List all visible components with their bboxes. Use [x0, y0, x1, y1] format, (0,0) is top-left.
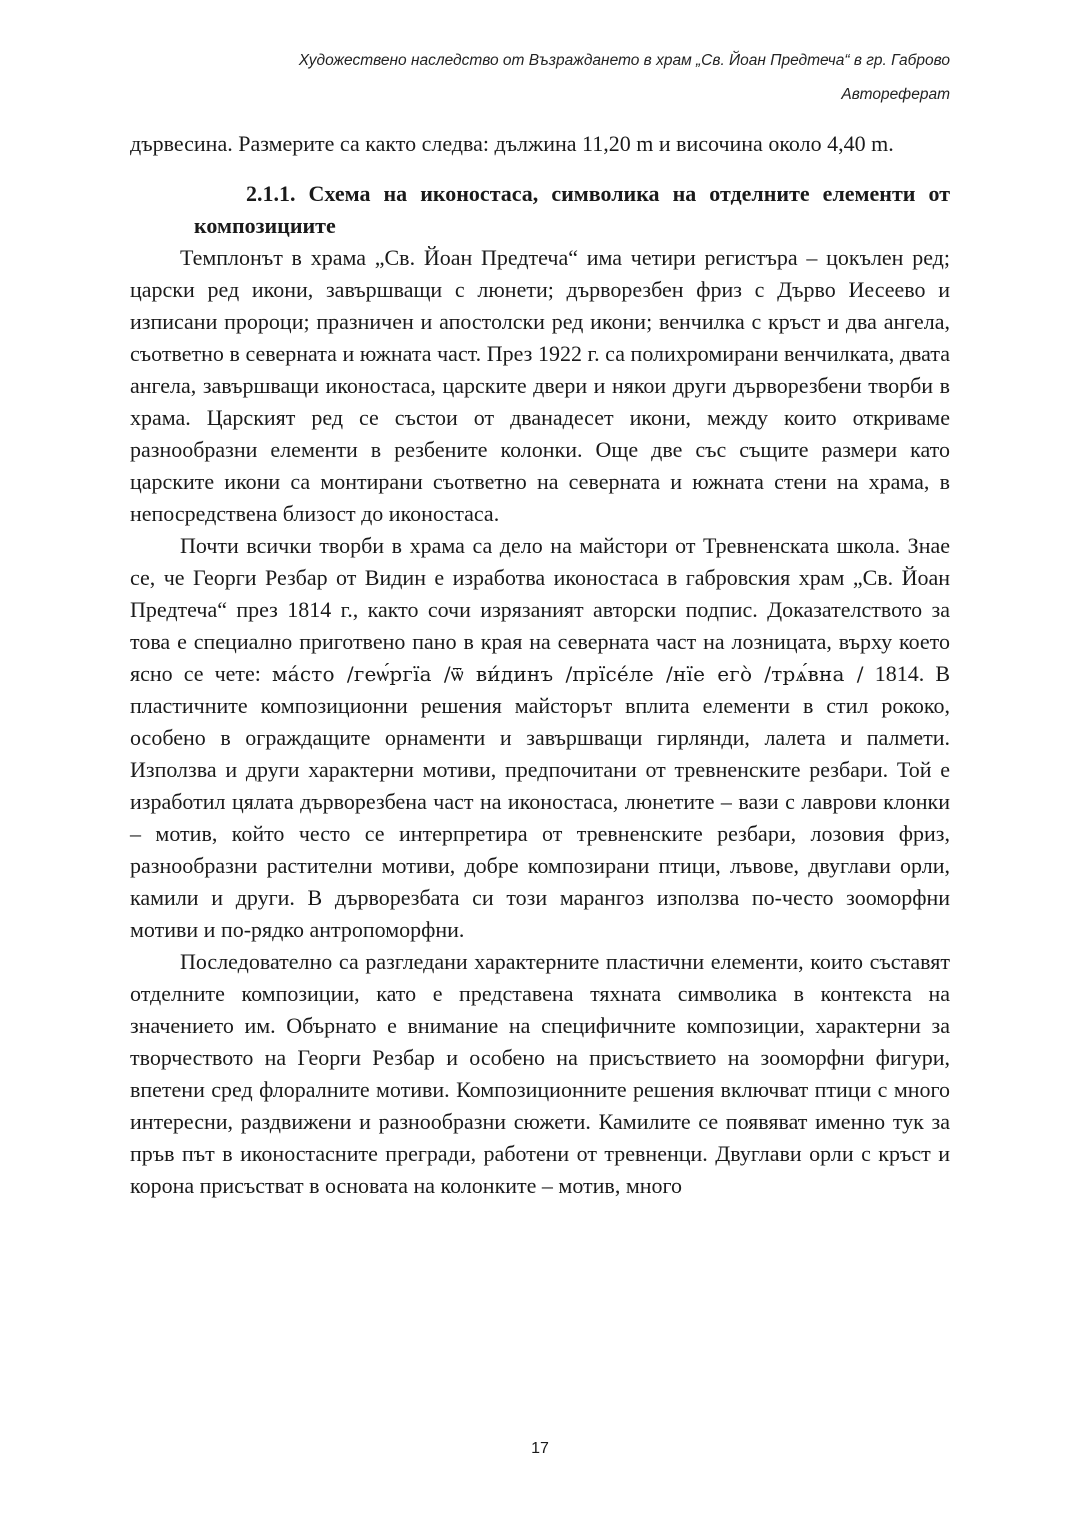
section-number: 2.1.1.	[246, 181, 296, 206]
section-title: Схема на иконостаса, символика на отделните елементи от композициите	[194, 181, 951, 238]
paragraph-2-start: Почти всички творби в храма са дело на майстори от Тревненската школа. Знае се, че Георги Резбар от Видин е изработва иконостаса в габровския храм „Св. Йоан Предтеча“ през 1814 г., както сочи изрязаният авторски подпис. Доказателството за това е специално приготвено пано в края на северната част на лозницата, върху което ясно се чете:	[130, 533, 950, 686]
running-header-subtitle: Автореферат	[841, 86, 950, 103]
page-number: 17	[531, 1440, 549, 1457]
paragraph-3: Последователно са разгледани характерните пластични елементи, които съставят отделните композиции, като е представена тяхната символика в контекста на значението им. Обърнато е внимание на специфичните композиции, характерни за творчеството на Георги Резбар и особено на присъствието на зооморфни фигури, впетени сред флоралните мотиви. Композиционните решения включват птици с много интересни, раздвижени и разнообразни сюжети. Камилите се появяват именно тук за пръв път в иконостасните прегради, работени от тревненци. Двуглави орли с кръст и корона присъстват в основата на колонките – мотив, много	[130, 949, 950, 1198]
church-slavonic-inscription: мáсто /геѡ́ргїа /ѿ ви́динъ /прїсе́ле /нїе его̀ /трѧ́вна /	[271, 662, 864, 686]
running-header-title: Художествено наследство от Възраждането в храм „Св. Йоан Предтеча“ в гр. Габрово	[298, 52, 950, 69]
body-text	[130, 128, 950, 1202]
section-heading	[194, 178, 950, 242]
paragraph-2-end: 1814. В пластичните композиционни решения майсторът вплита елементи в стил рококо, особено в ограждащите орнаменти и завършващи гирлянди, лалета и палмети. Използва и други характерни мотиви, предпочитани от тревненските резбари. Той е изработил цялата дърворезбена част на иконостаса, люнетите – вази с лаврови клонки – мотив, който често се интерпретира от тревненските резбари, лозовия фриз, разнообразни растителни мотиви, добре композирани птици, лъвове, двуглави орли, камили и други. В дърворезбата си този марангоз използва по-често зооморфни мотиви и по-рядко антропоморфни.	[130, 661, 950, 942]
paragraph-1: Темплонът в храма „Св. Йоан Предтеча“ има четири регистъра – цокълен ред; царски ред икони, завършващи с люнети; дърворезбен фриз с Дърво Иесеево и изписани пророци; празничен и апостолски ред икони; венчилка с кръст и два ангела, съответно в северната и южната част. През 1922 г. са полихромирани венчилката, двата ангела, завършващи иконостаса, царските двери и някои други дърворезбени творби в храма. Царският ред се състои от дванадесет икони, между които откриваме разнообразни елементи в резбените колонки. Още две със същите размери като царските икони са монтирани съответно на северната и южната стени на храма, в непосредствена близост до иконостаса.	[130, 245, 950, 526]
intro-paragraph: дървесина. Размерите са както следва: дължина 11,20 m и височина около 4,40 m.	[130, 131, 894, 156]
paragraph-2	[130, 530, 950, 946]
